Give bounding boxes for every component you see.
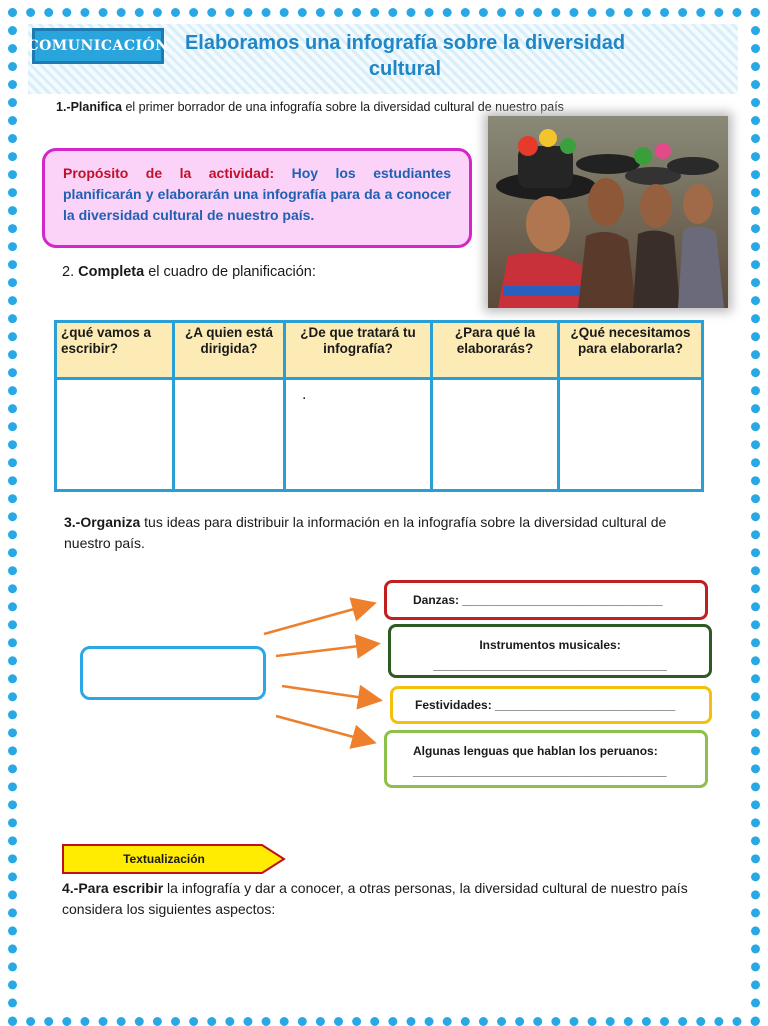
central-idea-box[interactable] [80, 646, 266, 700]
step3-text: tus ideas para distribuir la información en la infografía sobre la diversidad cultural de nuestro país. [64, 514, 667, 551]
page-title: Elaboramos una infografía sobre la diversidad cultural [184, 32, 626, 80]
step4-instruction [62, 878, 702, 920]
organizer-blank: ___________________________________ [433, 658, 667, 672]
table-cell[interactable]: . [285, 379, 432, 491]
step3-bold: 3.-Organiza [64, 514, 141, 530]
step4-bold: 4.-Para escribir [62, 880, 164, 896]
textualization-label: Textualización [123, 852, 205, 866]
table-header: ¿qué vamos a escribir? [56, 322, 174, 379]
arrow-to-danzas [264, 604, 372, 634]
arrow-to-festividades [282, 686, 378, 700]
step2-num: 2. [62, 264, 79, 280]
organizer-item-lenguas[interactable] [384, 730, 708, 788]
table-header: ¿Para qué la elaborarás? [432, 322, 559, 379]
arrow-to-lenguas [276, 716, 372, 742]
subject-badge: COMUNICACIÓN [32, 28, 164, 64]
organizer-label: Algunas lenguas que hablan los peruanos: [413, 744, 658, 758]
organizer-label: Danzas: [413, 593, 460, 607]
step1-text: el primer borrador de una infografía sobre la diversidad cultural de nuestro país [122, 100, 564, 114]
organizer-blank: ______________________________ [462, 593, 663, 607]
organizer-item-danzas[interactable] [384, 580, 708, 620]
purpose-text: Hoy los estudiantes planificarán y elaborarán una infografía para da a conocer la diversidad cultural de nuestro país. [63, 165, 451, 223]
arrow-to-instrumentos [276, 644, 376, 656]
organizer-label: Festividades: [415, 698, 492, 712]
table-header: ¿De que tratará tu infografía? [285, 322, 432, 379]
organizer-label: Instrumentos musicales: [479, 638, 621, 652]
step4-text: la infografía y dar a conocer, a otras personas, la diversidad cultural de nuestro país considera los siguientes aspectos: [62, 880, 688, 917]
purpose-label: Propósito de la actividad: [63, 165, 275, 181]
organizer-item-festividades[interactable] [390, 686, 712, 724]
table-header: ¿A quien está dirigida? [174, 322, 285, 379]
organizer-blank: ______________________________________ [413, 764, 667, 778]
table-header: ¿Qué necesitamos para elaborarla? [559, 322, 703, 379]
step2-text: el cuadro de planificación: [144, 264, 316, 280]
organizer-blank: ___________________________ [495, 698, 676, 712]
step1-bold: 1.-Planifica [56, 100, 122, 114]
organizer-item-instrumentos[interactable] [388, 624, 712, 678]
step2-bold: Completa [78, 264, 145, 280]
